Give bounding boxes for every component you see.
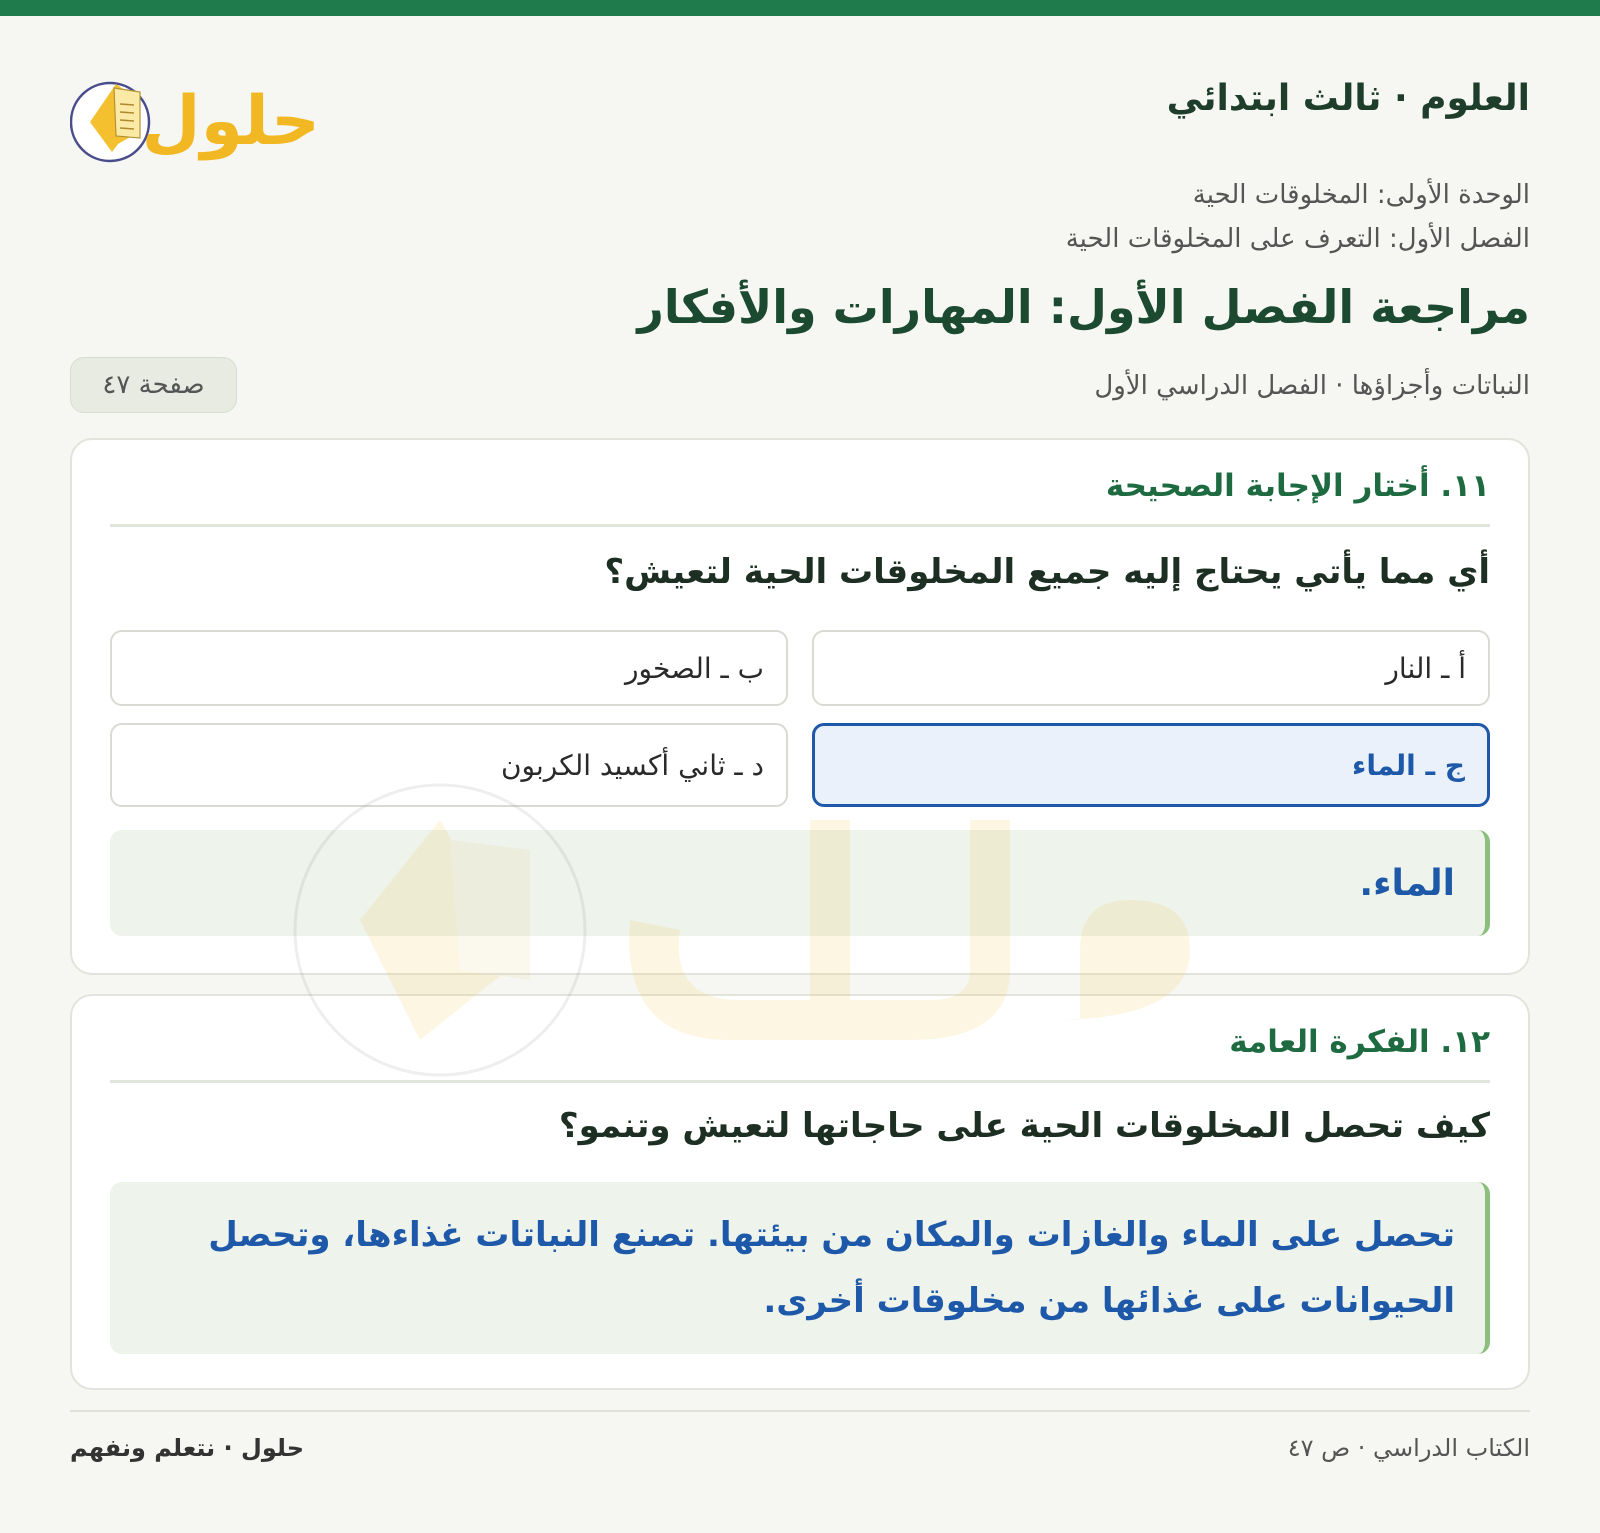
page-badge: صفحة ٤٧ — [70, 357, 237, 413]
option-b[interactable]: ب ـ الصخور — [110, 630, 788, 706]
option-c-selected[interactable]: ج ـ الماء — [812, 723, 1490, 807]
chapter-label: الفصل الأول: التعرف على المخلوقات الحية — [1065, 224, 1530, 254]
logo-wordmark: حلول — [141, 82, 320, 161]
question-card-12 — [70, 994, 1530, 1390]
option-d[interactable]: د ـ ثاني أكسيد الكربون — [110, 723, 788, 807]
meta-row — [70, 357, 1530, 423]
footer-slogan: حلول · نتعلم ونفهم — [70, 1434, 304, 1462]
option-a[interactable]: أ ـ النار — [812, 630, 1490, 706]
unit-label: الوحدة الأولى: المخلوقات الحية — [1192, 180, 1530, 210]
question-text: كيف تحصل المخلوقات الحية على حاجاتها لتعيش وتنمو؟ — [558, 1106, 1490, 1146]
answer-box: الماء. — [110, 830, 1490, 936]
question-heading: ١٢. الفكرة العامة — [110, 1024, 1490, 1083]
book-emblem-icon — [71, 83, 149, 161]
header — [70, 16, 1530, 161]
lesson-title: مراجعة الفصل الأول: المهارات والأفكار — [637, 280, 1530, 334]
footer-source: الكتاب الدراسي · ص ٤٧ — [1287, 1434, 1530, 1462]
top-accent-bar — [0, 0, 1600, 16]
question-heading: ١١. أختار الإجابة الصحيحة — [110, 468, 1490, 527]
answer-box: تحصل على الماء والغازات والمكان من بيئتها. تصنع النباتات غذاءها، وتحصل الحيوانات على غذائها من مخلوقات أخرى. — [110, 1182, 1490, 1354]
subject-title: العلوم · ثالث ابتدائي — [1166, 78, 1530, 119]
question-text: أي مما يأتي يحتاج إليه جميع المخلوقات الحية لتعيش؟ — [604, 552, 1490, 592]
question-card-11 — [70, 438, 1530, 975]
hulul-logo[interactable] — [70, 52, 332, 164]
breadcrumb: النباتات وأجزاؤها · الفصل الدراسي الأول — [1094, 371, 1530, 401]
footer — [70, 1410, 1530, 1492]
page — [70, 16, 1530, 1533]
